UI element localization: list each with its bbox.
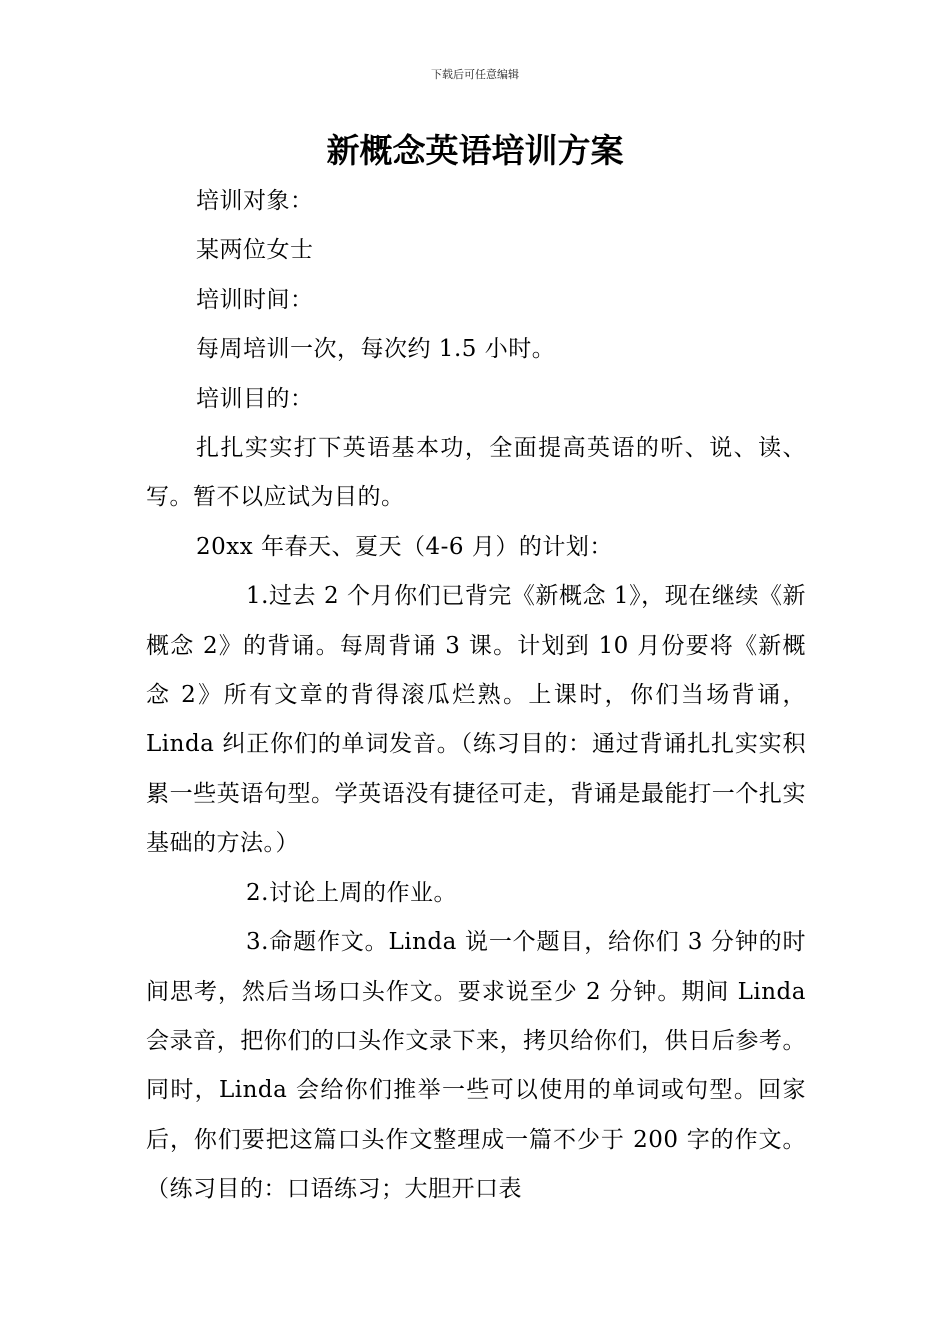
plan-item-2: [146, 869, 806, 918]
paragraph-plan-heading: 20xx 年春天、夏天（4-6 月）的计划：: [196, 533, 613, 560]
plan-item-number: 3.: [246, 929, 269, 956]
document-title: 新概念英语培训方案: [326, 131, 624, 170]
plan-item-text: 过去 2 个月你们已背完《新概念 1》，现在继续《新概念 2》的背诵。每周背诵 3 课。计划到 10 月份要将《新概念 2》所有文章的背得滚瓜烂熟。上课时，你们当场背诵，Linda 纠正你们的单词发音。（练习目的：通过背诵扎扎实实积累一些英语句型。学英语没有捷径可走，背诵是最能打一个扎实基础的方法。）: [146, 583, 806, 857]
paragraph-target-label: 培训对象：: [196, 188, 314, 214]
plan-item-1: [146, 572, 806, 868]
plan-item-3: [146, 918, 806, 1214]
plan-item-text: 讨论上周的作业。: [268, 879, 457, 906]
document-body: [146, 177, 806, 1215]
plan-item-text: 命题作文。Linda 说一个题目，给你们 3 分钟的时间思考，然后当场口头作文。要求说至少 2 分钟。期间 Linda 会录音，把你们的口头作文录下来，拷贝给你们，供日后参考。同时，Linda 会给你们推举一些可以使用的单词或句型。回家后，你们要把这篇口头作文整理成一篇不少于 200 字的作文。（练习目的：口语练习；大胆开口表: [146, 929, 806, 1203]
plan-item-number: 1.: [246, 583, 269, 610]
header-note: 下载后可任意编辑: [431, 68, 519, 81]
paragraph-goal-value: 扎扎实实打下英语基本功，全面提高英语的听、说、读、写。暂不以应试为目的。: [146, 435, 806, 511]
paragraph-time-label: 培训时间：: [196, 286, 314, 313]
paragraph-goal-label: 培训目的：: [196, 385, 314, 412]
paragraph-target-value: 某两位女士: [196, 237, 314, 264]
paragraph-time-value: 每周培训一次，每次约 1.5 小时。: [196, 336, 556, 363]
plan-item-number: 2.: [246, 879, 269, 906]
